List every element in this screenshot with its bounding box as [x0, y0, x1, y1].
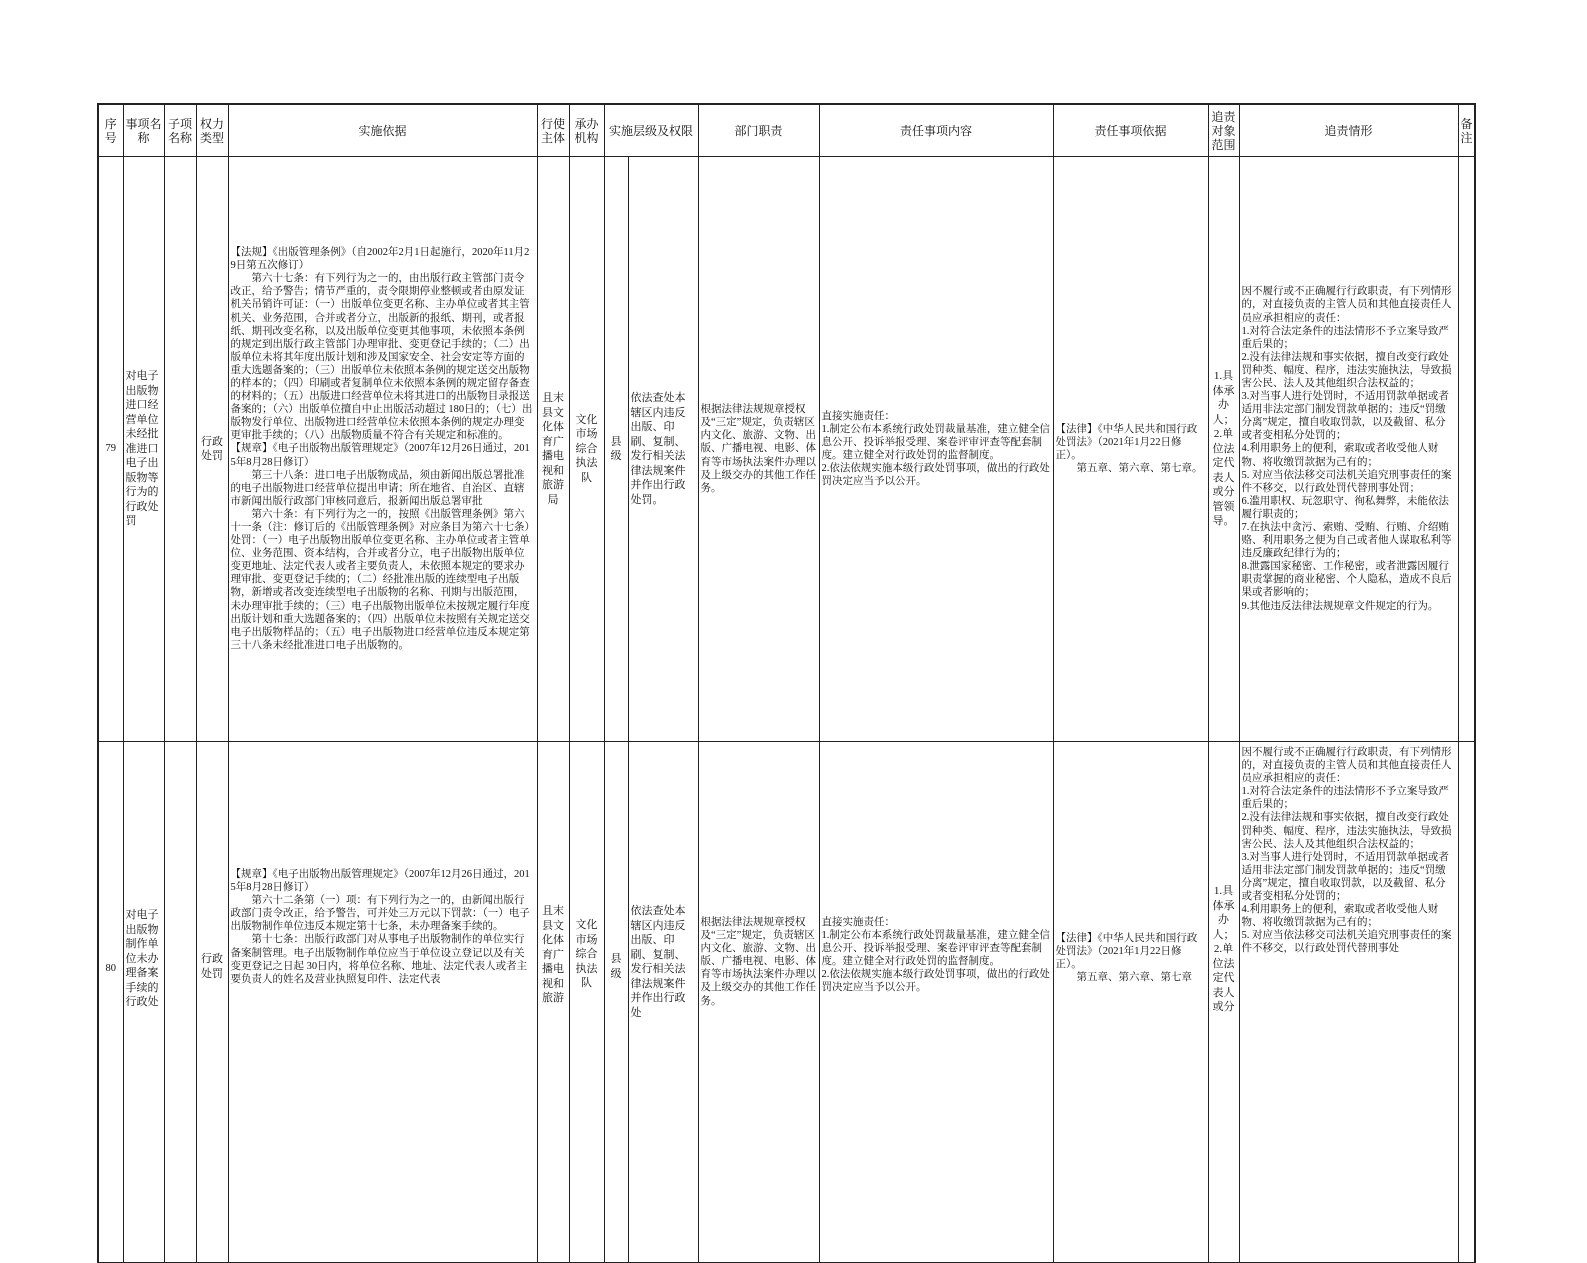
header-handler: 承办机构: [569, 104, 604, 157]
header-item-name: 事项名称: [123, 104, 164, 157]
cell-subject: 且末县文化体育广播电视和旅游: [537, 742, 569, 1263]
cell-no: 79: [98, 157, 123, 742]
cell-remark: [1458, 157, 1475, 742]
header-resp-basis: 责任事项依据: [1053, 104, 1208, 157]
cell-power-type: 行政处罚: [196, 742, 228, 1263]
cell-subject: 且末县文化体育广播电视和旅游局: [537, 157, 569, 742]
header-power-type: 权力类型: [196, 104, 228, 157]
cell-sub-name: [164, 742, 196, 1263]
cell-basis: 【规章】《电子出版物出版管理规定》（2007年12月26日通过，2015年8月28日修订） 第六十二条第（一）项：有下列行为之一的，由新闻出版行政部门责令改正，给予警告，可并处三万元以下罚款：（一）电子出版物制作单位违反本规定第十七条，未办理备案手续的。 第十七条：出版行政部门对从事电子出版物制作的单位实行备案制管理。电子出版物制作单位应当于单位设立登记以及有关变更登记之日起 30日内，将单位名称、地址、法定代表人或者主要负责人的姓名及营业执照复印件、法定代表: [228, 742, 537, 1263]
header-resp-content: 责任事项内容: [819, 104, 1053, 157]
power-list-table: [97, 103, 1476, 1263]
cell-handler: 文化市场综合执法队: [569, 742, 604, 1263]
header-remark: 备注: [1458, 104, 1475, 157]
cell-power-type: 行政处罚: [196, 157, 228, 742]
cell-level: 县级: [604, 157, 628, 742]
table-row: [98, 742, 1475, 1263]
header-basis: 实施依据: [228, 104, 537, 157]
header-sub-name: 子项名称: [164, 104, 196, 157]
cell-resp-content: 直接实施责任： 1.制定公布本系统行政处罚裁量基准，建立健全信息公开、投诉举报受理、案卷评审评查等配套制度。建立健全对行政处罚的监督制度。 2.依法依规实施本级行政处罚事项，做出的行政处罚决定应当予以公开。: [819, 742, 1053, 1263]
table-row: [98, 157, 1475, 742]
cell-duty: 根据法律法规规章授权及“三定”规定，负责辖区内文化、旅游、文物、出版、广播电视、电影、体育等市场执法案件办理以及上级交办的其他工作任务。: [698, 742, 819, 1263]
header-scope: 追责对象范围: [1208, 104, 1239, 157]
cell-no: 80: [98, 742, 123, 1263]
cell-authority: 依法查处本辖区内违反出版、印刷、复制、发行相关法律法规案件并作出行政处: [628, 742, 698, 1263]
cell-scope: 1.具体承办人；2.单位法定代表人或分管领导。: [1208, 157, 1239, 742]
cell-accountability: 因不履行或不正确履行行政职责，有下列情形的，对直接负责的主管人员和其他直接责任人员应承担相应的责任： 1.对符合法定条件的违法情形不予立案导致严重后果的； 2.没有法律法规和事实依据，擅自改变行政处罚种类、幅度、程序，违法实施执法，导致损害公民、法人及其他组织合法权益的； 3.对当事人进行处罚时，不适用罚款单据或者适用非法定部门制发罚款单据的；违反“罚缴分离”规定，擅自收取罚款，以及截留、私分或者变相私分处罚的； 4.利用职务上的便利，索取或者收受他人财物、将收缴罚款据为己有的； 5. 对应当依法移交司法机关追究刑事责任的案件不移交，以行政处罚代替刑事处罚； 6.滥用职权、玩忽职守、徇私舞弊，未能依法履行职责的； 7.在执法中贪污、索贿、受贿、行贿、介绍贿赂、利用职务之便为自己或者他人谋取私利等违反廉政纪律行为的； 8.泄露国家秘密、工作秘密，或者泄露因履行职责掌握的商业秘密、个人隐私，造成不良后果或者影响的； 9.其他违反法律法规规章文件规定的行为。: [1239, 157, 1458, 742]
header-no: 序号: [98, 104, 123, 157]
cell-resp-basis: 【法律】《中华人民共和国行政处罚法》（2021年1月22日修正）。 第五章、第六章、第七章。: [1053, 157, 1208, 742]
cell-item-name: 对电子出版物制作单位未办理备案手续的行政处: [123, 742, 164, 1263]
header-accountability: 追责情形: [1239, 104, 1458, 157]
header-level: 实施层级及权限: [604, 104, 698, 157]
header-duty: 部门职责: [698, 104, 819, 157]
cell-authority: 依法查处本辖区内违反出版、印刷、复制、发行相关法律法规案件并作出行政处罚。: [628, 157, 698, 742]
power-list-table-container: [97, 103, 1474, 1263]
cell-level: 县级: [604, 742, 628, 1263]
cell-sub-name: [164, 157, 196, 742]
cell-duty: 根据法律法规规章授权及“三定”规定，负责辖区内文化、旅游、文物、出版、广播电视、电影、体育等市场执法案件办理以及上级交办的其他工作任务。: [698, 157, 819, 742]
cell-remark: [1458, 742, 1475, 1263]
header-subject: 行使主体: [537, 104, 569, 157]
cell-resp-content: 直接实施责任： 1.制定公布本系统行政处罚裁量基准，建立健全信息公开、投诉举报受理、案卷评审评查等配套制度。建立健全对行政处罚的监督制度。 2.依法依规实施本级行政处罚事项，做出的行政处罚决定应当予以公开。: [819, 157, 1053, 742]
cell-item-name: 对电子出版物进口经营单位未经批准进口电子出版物等行为的行政处罚: [123, 157, 164, 742]
cell-scope: 1.具体承办人；2.单位法定代表人或分: [1208, 742, 1239, 1263]
table-header-row: [98, 104, 1475, 157]
cell-resp-basis: 【法律】《中华人民共和国行政处罚法》（2021年1月22日修正）。 第五章、第六章、第七章: [1053, 742, 1208, 1263]
cell-basis: 【法规】《出版管理条例》（自2002年2月1日起施行，2020年11月29日第五次修订） 第六十七条：有下列行为之一的，由出版行政主管部门责令改正，给予警告；情节严重的，责令限期停业整顿或者由原发证机关吊销许可证：（一）出版单位变更名称、主办单位或者其主管机关、业务范围，合并或者分立，出版新的报纸、期刊，或者报纸、期刊改变名称，以及出版单位变更其他事项，未依照本条例的规定到出版行政主管部门办理审批、变更登记手续的；（二）出版单位未将其年度出版计划和涉及国家安全、社会安定等方面的重大选题备案的；（三）出版单位未依照本条例的规定送交出版物的样本的；（四）印刷或者复制单位未依照本条例的规定留存备查的材料的；（五）出版进口经营单位未将其进口的出版物目录报送备案的；（六）出版单位擅自中止出版活动超过 180日的；（七）出版物发行单位、出版物进口经营单位未依照本条例的规定办理变更审批手续的；（八）出版物质量不符合有关规定和标准的。 【规章】《电子出版物出版管理规定》（2007年12月26日通过，2015年8月28日修订） 第三十八条：进口电子出版物成品，须由新闻出版总署批准的电子出版物进口经营单位提出申请；所在地省、自治区、直辖市新闻出版行政部门审核同意后，报新闻出版总署审批 第六十条：有下列行为之一的，按照《出版管理条例》第六十一条（注：修订后的《出版管理条例》对应条目为第六十七条）处罚：（一）电子出版物出版单位变更名称、主办单位或者主管单位、业务范围、资本结构，合并或者分立，电子出版物出版单位变更地址、法定代表人或者主要负责人，未依照本规定的要求办理审批、变更登记手续的；（二）经批准出版的连续型电子出版物，新增或者改变连续型电子出版物的名称、刊期与出版范围，未办理审批手续的；（三）电子出版物出版单位未按规定履行年度出版计划和重大选题备案的；（四）出版单位未按照有关规定送交电子出版物样品的；（五）电子出版物进口经营单位违反本规定第三十八条未经批准进口电子出版物的。: [228, 157, 537, 742]
cell-handler: 文化市场综合执法队: [569, 157, 604, 742]
cell-accountability: 因不履行或不正确履行行政职责，有下列情形的，对直接负责的主管人员和其他直接责任人员应承担相应的责任： 1.对符合法定条件的违法情形不予立案导致严重后果的； 2.没有法律法规和事实依据，擅自改变行政处罚种类、幅度、程序，违法实施执法，导致损害公民、法人及其他组织合法权益的； 3.对当事人进行处罚时，不适用罚款单据或者适用非法定部门制发罚款单据的；违反“罚缴分离”规定，擅自收取罚款，以及截留、私分或者变相私分处罚的； 4.利用职务上的便利，索取或者收受他人财物、将收缴罚款据为己有的； 5. 对应当依法移交司法机关追究刑事责任的案件不移交，以行政处罚代替刑事处: [1239, 742, 1458, 1263]
